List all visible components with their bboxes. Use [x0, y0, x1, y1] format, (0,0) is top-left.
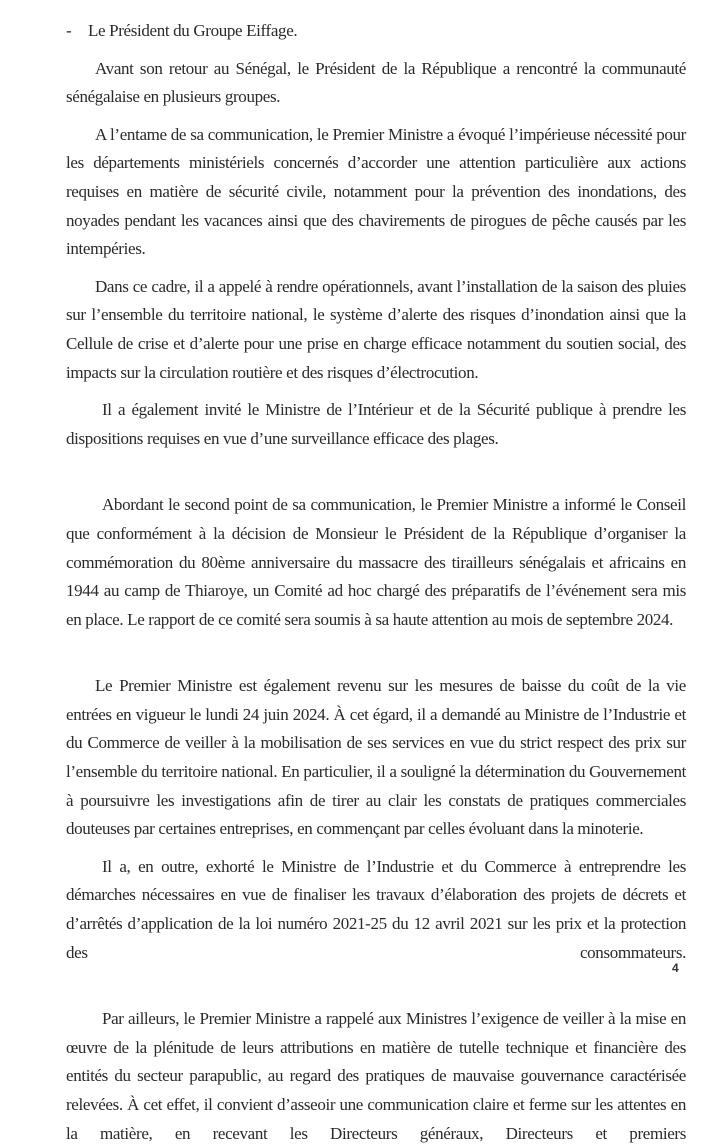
paragraph-secteur-parapublic: Par ailleurs, le Premier Ministre a rappelé aux Ministres l’exigence de veiller à la mise en œuvre de la plénitude de leurs attributions en matière de tutelle technique et financière des entités du secteur parapublic, au regard des pratiques de mauvaise gouvernance caractérisée relevées. À cet effet, il convient d’asseoir une communication claire et ferme sur les attentes en la matière, en recevant les Directeurs généraux, Directeurs et premiers [66, 1009, 686, 1143]
bullet-item [66, 17, 686, 46]
document-page [66, 17, 686, 1148]
bullet-text: Le Président du Groupe Eiffage. [88, 21, 298, 40]
paragraph-decrets-prix: Il a, en outre, exhorté le Ministre de l’Industrie et du Commerce à entreprendre les démarches nécessaires en vue de finaliser les travaux d’élaboration des projets de décrets et d’arrêtés d’application de la loi numéro 2021-25 du 12 avril 2021 sur les prix et la protection des consommateurs. [66, 856, 686, 962]
paragraph-saison-pluies: Dans ce cadre, il a appelé à rendre opérationnels, avant l’installation de la saison des pluies sur l’ensemble du territoire national, le système d’alerte des risques d’inondation ainsi que la Cellule de crise et d’alerte pour une prise en charge efficace notamment du soutien social, des impacts sur la circulation routière et des risques d’électrocution. [66, 276, 686, 382]
paragraph-thiaroye: Abordant le second point de sa communication, le Premier Ministre a informé le Conseil que conformément à la décision de Monsieur le Président de la République d’organiser la commémoration du 80ème anniversaire du massacre des tirailleurs sénégalais et africains en 1944 au camp de Thiaroye, un Comité ad hoc chargé des préparatifs de l’événement sera mis en place. Le rapport de ce comité sera soumis à sa haute attention au mois de septembre 2024. [66, 495, 686, 629]
paragraph-retour-senegal: Avant son retour au Sénégal, le Président de la République a rencontré la communauté sénégalaise en plusieurs groupes. [66, 58, 686, 107]
page-number: 4 [672, 961, 679, 975]
paragraph-cout-vie: Le Premier Ministre est également revenu sur les mesures de baisse du coût de la vie entrées en vigueur le lundi 24 juin 2024. À cet égard, il a demandé au Ministre de l’Industrie et du Commerce de veiller à la mobilisation de ses services en vue du strict respect des prix sur l’ensemble du territoire national. En particulier, il a souligné la détermination du Gouvernement à poursuivre les investigations afin de tirer au clair les constats de pratiques commerciales douteuses par certaines entreprises, en commençant par celles évoluant dans la minoterie. [66, 676, 686, 839]
paragraph-securite-civile: A l’entame de sa communication, le Premier Ministre a évoqué l’impérieuse nécessité pour les départements ministériels concernés d’accorder une attention particulière aux actions requises en matière de sécurité civile, notamment pour la prévention des inondations, des noyades pendant les vacances ainsi que des chavirements de pirogues de pêche causés par les intempéries. [66, 124, 686, 259]
paragraph-surveillance-plages: Il a également invité le Ministre de l’Intérieur et de la Sécurité publique à prendre les dispositions requises en vue d’une surveillance efficace des plages. [66, 400, 686, 448]
bullet-dash: - [66, 21, 72, 40]
